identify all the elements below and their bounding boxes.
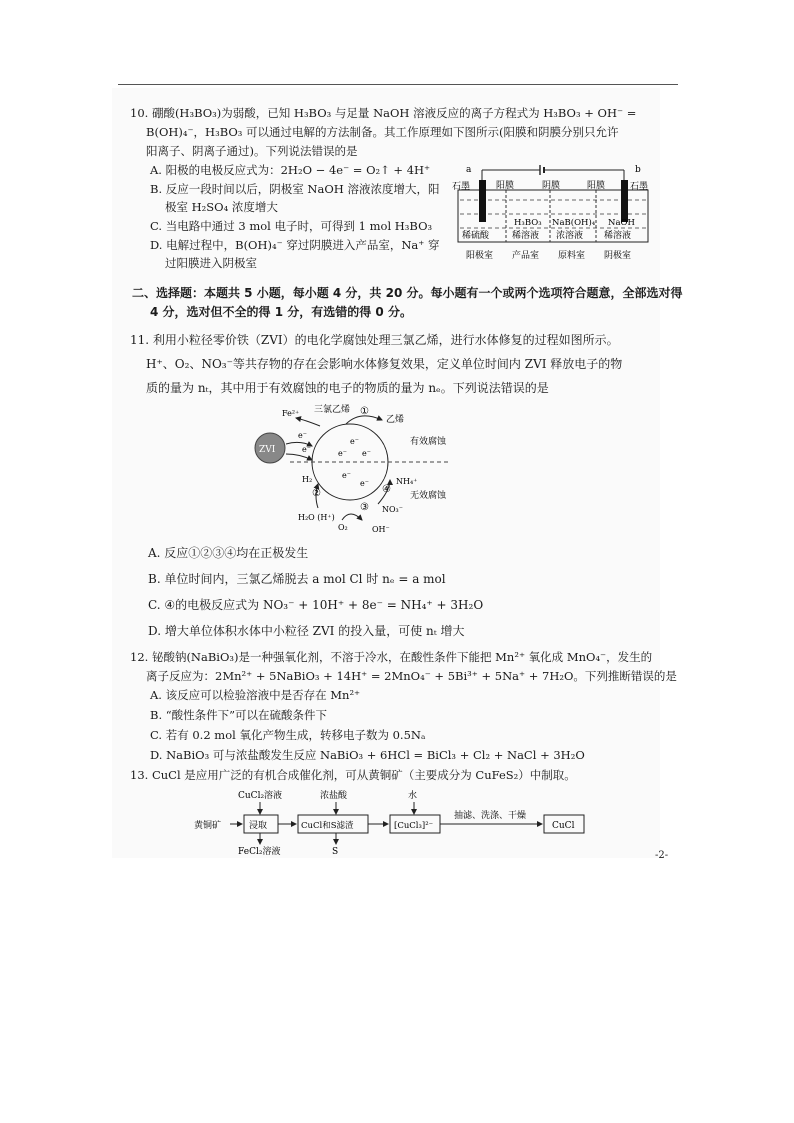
q10-line3: 阳离子、阴离子通过)。下列说法错误的是 bbox=[146, 144, 358, 158]
flow-fecl2: FeCl₂溶液 bbox=[238, 847, 281, 857]
electrolysis-diagram bbox=[452, 160, 658, 268]
tce-label: 三氯乙烯 bbox=[314, 405, 351, 415]
h2o-label: H₂O (H⁺) bbox=[298, 513, 335, 522]
q11-option-a: A. 反应①②③④均在正极发生 bbox=[148, 546, 309, 560]
graphite-right: 石墨 bbox=[630, 182, 649, 192]
ineffective-label: 无效腐蚀 bbox=[410, 491, 447, 501]
q10-option-b2: 极室 H₂SO₄ 浓度增大 bbox=[165, 200, 278, 214]
zvi-diagram bbox=[250, 400, 490, 532]
fe-ion: Fe²⁺ bbox=[282, 409, 300, 418]
membrane-2-label: 阴膜 bbox=[542, 181, 561, 191]
flow-s: S bbox=[332, 847, 339, 857]
cucl-flowchart bbox=[192, 786, 612, 858]
section2-line2: 4 分，选对但不全的得 1 分，有选错的得 0 分。 bbox=[150, 305, 412, 319]
room-3: 原料室 bbox=[558, 251, 586, 261]
room-1: 阳极室 bbox=[466, 251, 494, 261]
label-b: b bbox=[635, 165, 641, 175]
reaction-4-num: ④ bbox=[382, 484, 391, 495]
ethene-label: 乙烯 bbox=[386, 415, 405, 425]
header-rule bbox=[118, 84, 678, 85]
reaction-2-num: ② bbox=[312, 488, 321, 499]
q11-option-b: B. 单位时间内，三氯乙烯脱去 a mol Cl 时 nₑ = a mol bbox=[148, 572, 446, 586]
solution-4b: 稀溶液 bbox=[604, 231, 632, 241]
q12-option-d: D. NaBiO₃ 可与浓盐酸发生反应 NaBiO₃ + 6HCl = BiCl₃ + Cl₂ + NaCl + 3H₂O bbox=[150, 748, 585, 762]
nh4-label: NH₄⁺ bbox=[396, 477, 418, 486]
solution-4a: NaOH bbox=[608, 218, 635, 228]
q12-option-a: A. 该反应可以检验溶液中是否存在 Mn²⁺ bbox=[150, 688, 361, 702]
flow-hcl: 浓盐酸 bbox=[320, 791, 348, 801]
electron-label-2: e⁻ bbox=[302, 445, 311, 454]
q10-line1: 10. 硼酸(H₃BO₃)为弱酸，已知 H₃BO₃ 与足量 NaOH 溶液反应的离子方程式为 H₃BO₃ + OH⁻ = bbox=[130, 106, 637, 120]
o2-label: O₂ bbox=[338, 523, 348, 532]
h2-label: H₂ bbox=[302, 475, 313, 484]
membrane-3-label: 阳膜 bbox=[587, 181, 606, 191]
solution-2b: 稀溶液 bbox=[512, 231, 540, 241]
section2-line1: 二、选择题：本题共 5 小题，每小题 4 分，共 20 分。每小题有一个或两个选项符合题意，全部选对得 bbox=[132, 286, 683, 300]
q12-option-c: C. 若有 0.2 mol 氧化产物生成，转移电子数为 0.5Nₐ bbox=[150, 728, 426, 742]
zvi-label: ZVI bbox=[259, 445, 276, 455]
oh-label: OH⁻ bbox=[372, 525, 390, 532]
reaction-3-arrow bbox=[342, 514, 362, 520]
graphite-left: 石墨 bbox=[452, 182, 471, 192]
flow-product: CuCl bbox=[552, 821, 575, 831]
electron-arrow-2 bbox=[286, 454, 312, 460]
q11-option-d: D. 增大单位体积水体中小粒径 ZVI 的投入量，可使 nₜ 增大 bbox=[148, 624, 465, 638]
room-2: 产品室 bbox=[512, 251, 540, 261]
electron-inside-2: e⁻ bbox=[338, 449, 347, 458]
electron-inside-3: e⁻ bbox=[362, 449, 371, 458]
room-4: 阴极室 bbox=[604, 251, 632, 261]
q12-line2: 离子反应为：2Mn²⁺ + 5NaBiO₃ + 14H⁺ = 2MnO₄⁻ + 5Bi³⁺ + 5Na⁺ + 7H₂O。下列推断错误的是 bbox=[146, 669, 677, 683]
q12-option-b: B. “酸性条件下”可以在硫酸条件下 bbox=[150, 708, 328, 722]
solution-1: 稀硫酸 bbox=[462, 231, 490, 241]
flow-leach: 浸取 bbox=[249, 821, 268, 831]
solution-3b: 浓溶液 bbox=[556, 231, 584, 241]
no3-label: NO₃⁻ bbox=[382, 505, 403, 514]
electrode-left bbox=[479, 180, 486, 222]
fe-arrow bbox=[296, 418, 320, 426]
q11-option-c: C. ④的电极反应式为 NO₃⁻ + 10H⁺ + 8e⁻ = NH₄⁺ + 3H₂O bbox=[148, 598, 484, 612]
reaction-1-arrow bbox=[346, 416, 382, 424]
q10-option-d1: D. 电解过程中，B(OH)₄⁻ 穿过阴膜进入产品室，Na⁺ 穿 bbox=[150, 238, 440, 252]
solution-2a: H₃BO₃ bbox=[514, 218, 542, 228]
flow-filtrate: CuCl和S滤渣 bbox=[301, 821, 354, 831]
q10-option-a: A. 阳极的电极反应式为：2H₂O − 4e⁻ = O₂↑ + 4H⁺ bbox=[150, 163, 431, 177]
flow-complex: [CuCl₃]²⁻ bbox=[394, 821, 434, 831]
label-a: a bbox=[466, 165, 472, 175]
electron-inside-1: e⁻ bbox=[350, 437, 359, 446]
q10-option-d2: 过阳膜进入阴极室 bbox=[165, 256, 257, 270]
q10-option-b1: B. 反应一段时间以后，阴极室 NaOH 溶液浓度增大，阳 bbox=[150, 182, 440, 196]
solution-3a: NaB(OH)₄ bbox=[552, 218, 596, 228]
reaction-1-num: ① bbox=[360, 406, 369, 417]
electron-inside-5: e⁻ bbox=[360, 479, 369, 488]
electrode-right bbox=[621, 180, 628, 222]
q10-option-c: C. 当电路中通过 3 mol 电子时，可得到 1 mol H₃BO₃ bbox=[150, 219, 433, 233]
effective-label: 有效腐蚀 bbox=[410, 437, 447, 447]
q13-line1: 13. CuCl 是应用广泛的有机合成催化剂，可从黄铜矿（主要成分为 CuFeS₂）中制取。 bbox=[130, 768, 576, 782]
electron-label-1: e⁻ bbox=[298, 431, 307, 440]
flow-cucl2: CuCl₂溶液 bbox=[238, 791, 283, 801]
page-number: -2- bbox=[655, 850, 669, 861]
q11-line2: H⁺、O₂、NO₃⁻等共存物的存在会影响水体修复效果，定义单位时间内 ZVI 释放电子的物 bbox=[146, 357, 623, 371]
electron-inside-4: e⁻ bbox=[342, 471, 351, 480]
reaction-3-num: ③ bbox=[360, 502, 369, 513]
flow-ore: 黄铜矿 bbox=[194, 821, 222, 831]
membrane-1-label: 阳膜 bbox=[496, 181, 515, 191]
q11-line3: 质的量为 nₜ，其中用于有效腐蚀的电子的物质的量为 nₑ。下列说法错误的是 bbox=[146, 381, 549, 395]
q11-line1: 11. 利用小粒径零价铁（ZVI）的电化学腐蚀处理三氯乙烯，进行水体修复的过程如图所示。 bbox=[130, 333, 619, 347]
q12-line1: 12. 铋酸钠(NaBiO₃)是一种强氧化剂，不溶于冷水，在酸性条件下能把 Mn²⁺ 氧化成 MnO₄⁻，发生的 bbox=[130, 650, 653, 664]
q10-line2: B(OH)₄⁻，H₃BO₃ 可以通过电解的方法制备。其工作原理如下图所示(阳膜和阴膜分别只允许 bbox=[146, 125, 619, 139]
flow-steps: 抽滤、洗涤、干燥 bbox=[454, 811, 527, 821]
flow-water: 水 bbox=[408, 791, 418, 801]
